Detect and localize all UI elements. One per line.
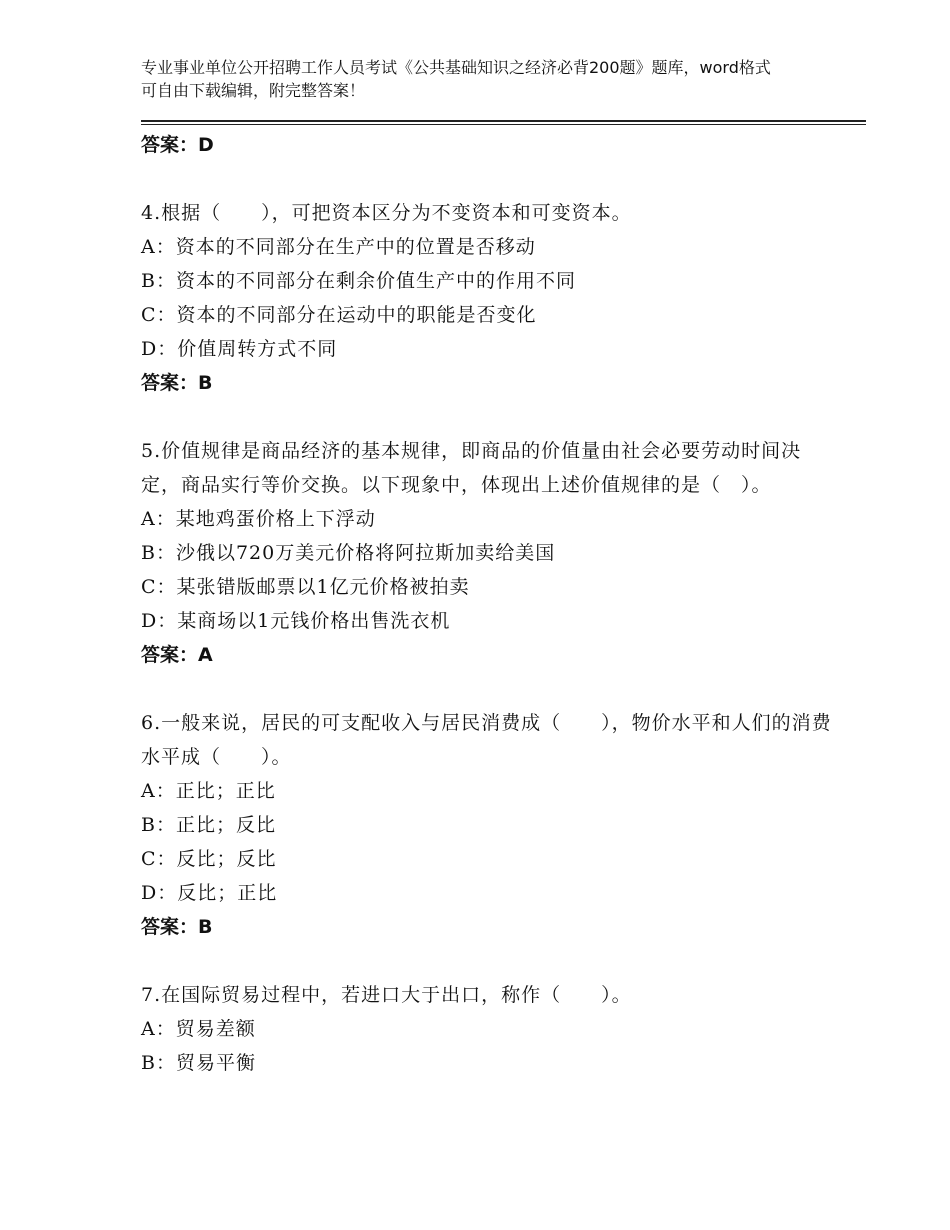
question-block [141,706,841,944]
option-b: B：资本的不同部分在剩余价值生产中的作用不同 [141,270,576,292]
option-d: D：某商场以1元钱价格出售洗衣机 [141,610,451,632]
answer-line: 答案：B [141,372,213,394]
option-d: D：价值周转方式不同 [141,338,338,360]
option-a: A：某地鸡蛋价格上下浮动 [141,508,376,530]
option-b: B：贸易平衡 [141,1052,256,1074]
spacer [141,400,841,434]
question-block [141,196,841,400]
question-block [141,434,841,672]
question-stem: 7.在国际贸易过程中，若进口大于出口，称作（ ）。 [141,984,632,1006]
option-c: C：资本的不同部分在运动中的职能是否变化 [141,304,537,326]
option-a: A：贸易差额 [141,1018,256,1040]
spacer [141,944,841,978]
answer-line: 答案：B [141,916,213,938]
question-stem: 4.根据（ ），可把资本区分为不变资本和可变资本。 [141,202,632,224]
option-c: C：某张错版邮票以1亿元价格被拍卖 [141,576,470,598]
header-divider [141,120,866,125]
spacer [141,162,841,196]
question-list [141,128,841,1080]
question-block [141,978,841,1080]
spacer [141,672,841,706]
question-stem: 5.价值规律是商品经济的基本规律，即商品的价值量由社会必要劳动时间决定，商品实行等价交换。以下现象中，体现出上述价值规律的是（ ）。 [141,440,802,496]
answer-line: 答案：D [141,134,214,156]
answer-line: 答案：A [141,644,213,666]
option-a: A：资本的不同部分在生产中的位置是否移动 [141,236,536,258]
header-text: 专业事业单位公开招聘工作人员考试《公共基础知识之经济必背200题》题库，word格式可自由下载编辑，附完整答案！ [141,58,771,100]
option-c: C：反比；反比 [141,848,277,870]
question-stem: 6.一般来说，居民的可支配收入与居民消费成（ ），物价水平和人们的消费水平成（ ）。 [141,712,832,768]
option-a: A：正比；正比 [141,780,276,802]
document-header [141,56,781,102]
option-d: D：反比；正比 [141,882,278,904]
option-b: B：正比；反比 [141,814,276,836]
option-b: B：沙俄以720万美元价格将阿拉斯加卖给美国 [141,542,556,564]
